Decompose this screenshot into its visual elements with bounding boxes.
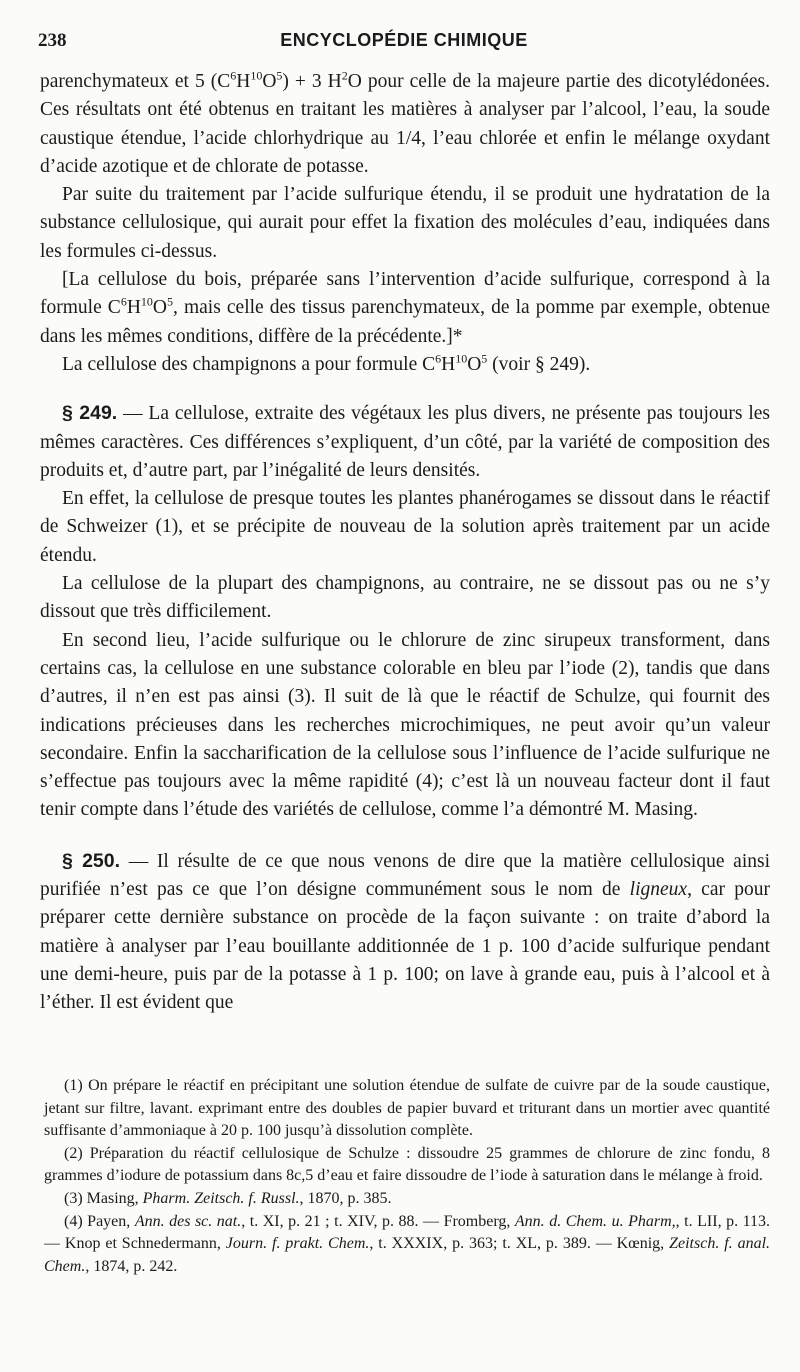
superscript: 6 (230, 68, 237, 83)
page-number: 238 (38, 30, 67, 51)
paragraph (40, 266, 770, 351)
text-run: — Il résulte de ce que nous venons de dire que la matière cellulosique ainsi purifiée n’est pas ce que l’on désigne communément sous le nom de (40, 850, 771, 901)
superscript: 6 (435, 351, 442, 366)
text-run: (voir § 249). (487, 353, 591, 375)
paragraph (40, 68, 770, 181)
journal-title: Ann. d. Chem. u. Pharm, (514, 1212, 676, 1230)
paragraph: Par suite du traitement par l’acide sulfurique étendu, il se produit une hydratation de la substance cellulosique, qui aurait pour effet la fixation des molécules d’eau, indiquées dans les formules ci-dessus. (40, 184, 770, 262)
text-run: (3) Masing, (64, 1189, 143, 1207)
text-run: [La cellulose du bois, préparée sans l’intervention d’acide sulfurique, correspond à la formule C (40, 269, 770, 319)
superscript: 5 (167, 294, 174, 309)
text-run: O (262, 71, 277, 92)
paragraph (40, 351, 770, 379)
text-run: H (441, 353, 456, 375)
text-run: parenchymateux et 5 (C (40, 71, 231, 92)
paragraph: La cellulose de la plupart des champignons, au contraire, ne se dissout pas ou ne s’y dissout que très difficilement. (40, 573, 770, 623)
journal-title: Zeitsch. f. anal. Chem. (44, 1235, 771, 1275)
text-run: O pour celle de la majeure partie des dicotylédonées. Ces résultats ont été obtenus en traitant les matières à analyser par l’alcool, l’eau, la soude caustique étendue, l’acide chlorhydrique au 1/4, l’eau chlorée et enfin le mélange oxydant d’acide azotique et de chlorate de potasse. (40, 71, 770, 177)
footnotes (44, 1075, 770, 1278)
text-run: (4) Payen, (64, 1212, 135, 1230)
superscript: 10 (250, 68, 263, 83)
paragraph: En effet, la cellulose de presque toutes les plantes phanérogames se dissout dans le réactif de Schweizer (1), et se précipite de nouveau de la solution après traitement par un acide étendu. (40, 488, 770, 566)
superscript: 2 (341, 68, 348, 83)
journal-title: Ann. des sc. nat. (134, 1212, 242, 1230)
superscript: 6 (120, 294, 127, 309)
text-run: — La cellulose, extraite des végétaux les plus divers, ne présente pas toujours les mêmes caractères. Ces différences s’expliquent, d’un côté, par la variété de composition des produits et, d’autre part, par l’inégalité de leurs densités. (40, 403, 770, 481)
text-run: La cellulose des champignons a pour formule C (62, 353, 436, 375)
text-run: H (126, 297, 141, 319)
running-head (38, 30, 770, 56)
journal-title: Journ. f. prakt. Chem. (225, 1235, 370, 1253)
section-number: § 250. (62, 849, 121, 872)
superscript: 5 (481, 351, 488, 366)
text-run: , 1874, p. 242. (85, 1257, 178, 1275)
footnote-2: (2) Préparation du réactif cellulosique de Schulze : dissoudre 25 grammes de chlorure de zinc fondu, 8 grammes d’iodure de potassium dans 8c,5 d’eau et faire dissoudre de l’iode à saturation dans le mélange à froid. (44, 1144, 770, 1185)
text-run: , mais celle des tissus parenchymateux, de la pomme par exemple, obtenue dans les mêmes conditions, diffère de la précédente.]* (40, 297, 771, 347)
footnote-1: (1) On prépare le réactif en précipitant une solution étendue de sulfate de cuivre par de la soude caustique, jetant sur filtre, lavant. exprimant entre des doubles de papier buvard et triturant dans un mortier avec quantité suffisante d’ammoniaque à 20 p. 100 jusqu’à dissolution complète. (44, 1077, 770, 1140)
running-title: ENCYCLOPÉDIE CHIMIQUE (280, 30, 528, 50)
journal-title: Pharm. Zeitsch. f. Russl. (142, 1189, 300, 1207)
italic-term: ligneux (629, 879, 688, 901)
superscript: 10 (140, 294, 153, 309)
main-text (40, 68, 770, 1018)
text-run: ) + 3 H (282, 71, 342, 92)
footnote-4 (44, 1211, 770, 1279)
text-run: , t. XI, p. 21 ; t. XIV, p. 88. — Fromberg, (241, 1212, 515, 1230)
section-250 (40, 847, 770, 1018)
text-run: , car pour préparer cette dernière substance on procède de la façon suivante : on traite d’abord la matière à analyser par l’eau bouillante additionnée de 1 p. 100 d’acide sulfurique pendant une demi-heure, puis par de la potasse à 1 p. 100; on lave à grande eau, puis à l’alcool et à l’éther. Il est évident que (40, 879, 770, 1014)
paragraph: En second lieu, l’acide sulfurique ou le chlorure de zinc sirupeux transforment, dans certains cas, la cellulose en une substance colorable en bleu par l’iode (2), tandis que dans d’autres, il n’en est pas ainsi (3). Il suit de là que le réactif de Schulze, qui fournit des indications précieuses dans les recherches microchimiques, ne peut avoir qu’un valeur secondaire. Enfin la saccharification de la cellulose sous l’influence de l’acide sulfurique ne s’effectue pas toujours avec la même rapidité (4); c’est là un nouveau facteur dont il faut tenir compte dans l’étude des variétés de cellulose, comme l’a démontré M. Masing. (40, 629, 770, 821)
superscript: 10 (455, 351, 468, 366)
text-run: , t. LII, p. 113. — Knop et Schnedermann, (44, 1212, 771, 1253)
section-249 (40, 399, 770, 485)
superscript: 5 (276, 68, 283, 83)
text-run: O (467, 353, 482, 375)
section-number: § 249. (62, 402, 118, 425)
text-run: O (152, 297, 168, 319)
text-run: , t. XXXIX, p. 363; t. XL, p. 389. — Kœnig, (369, 1235, 670, 1253)
text-run: H (236, 71, 251, 92)
text-run: , 1870, p. 385. (299, 1189, 392, 1207)
footnote-3 (44, 1188, 770, 1211)
